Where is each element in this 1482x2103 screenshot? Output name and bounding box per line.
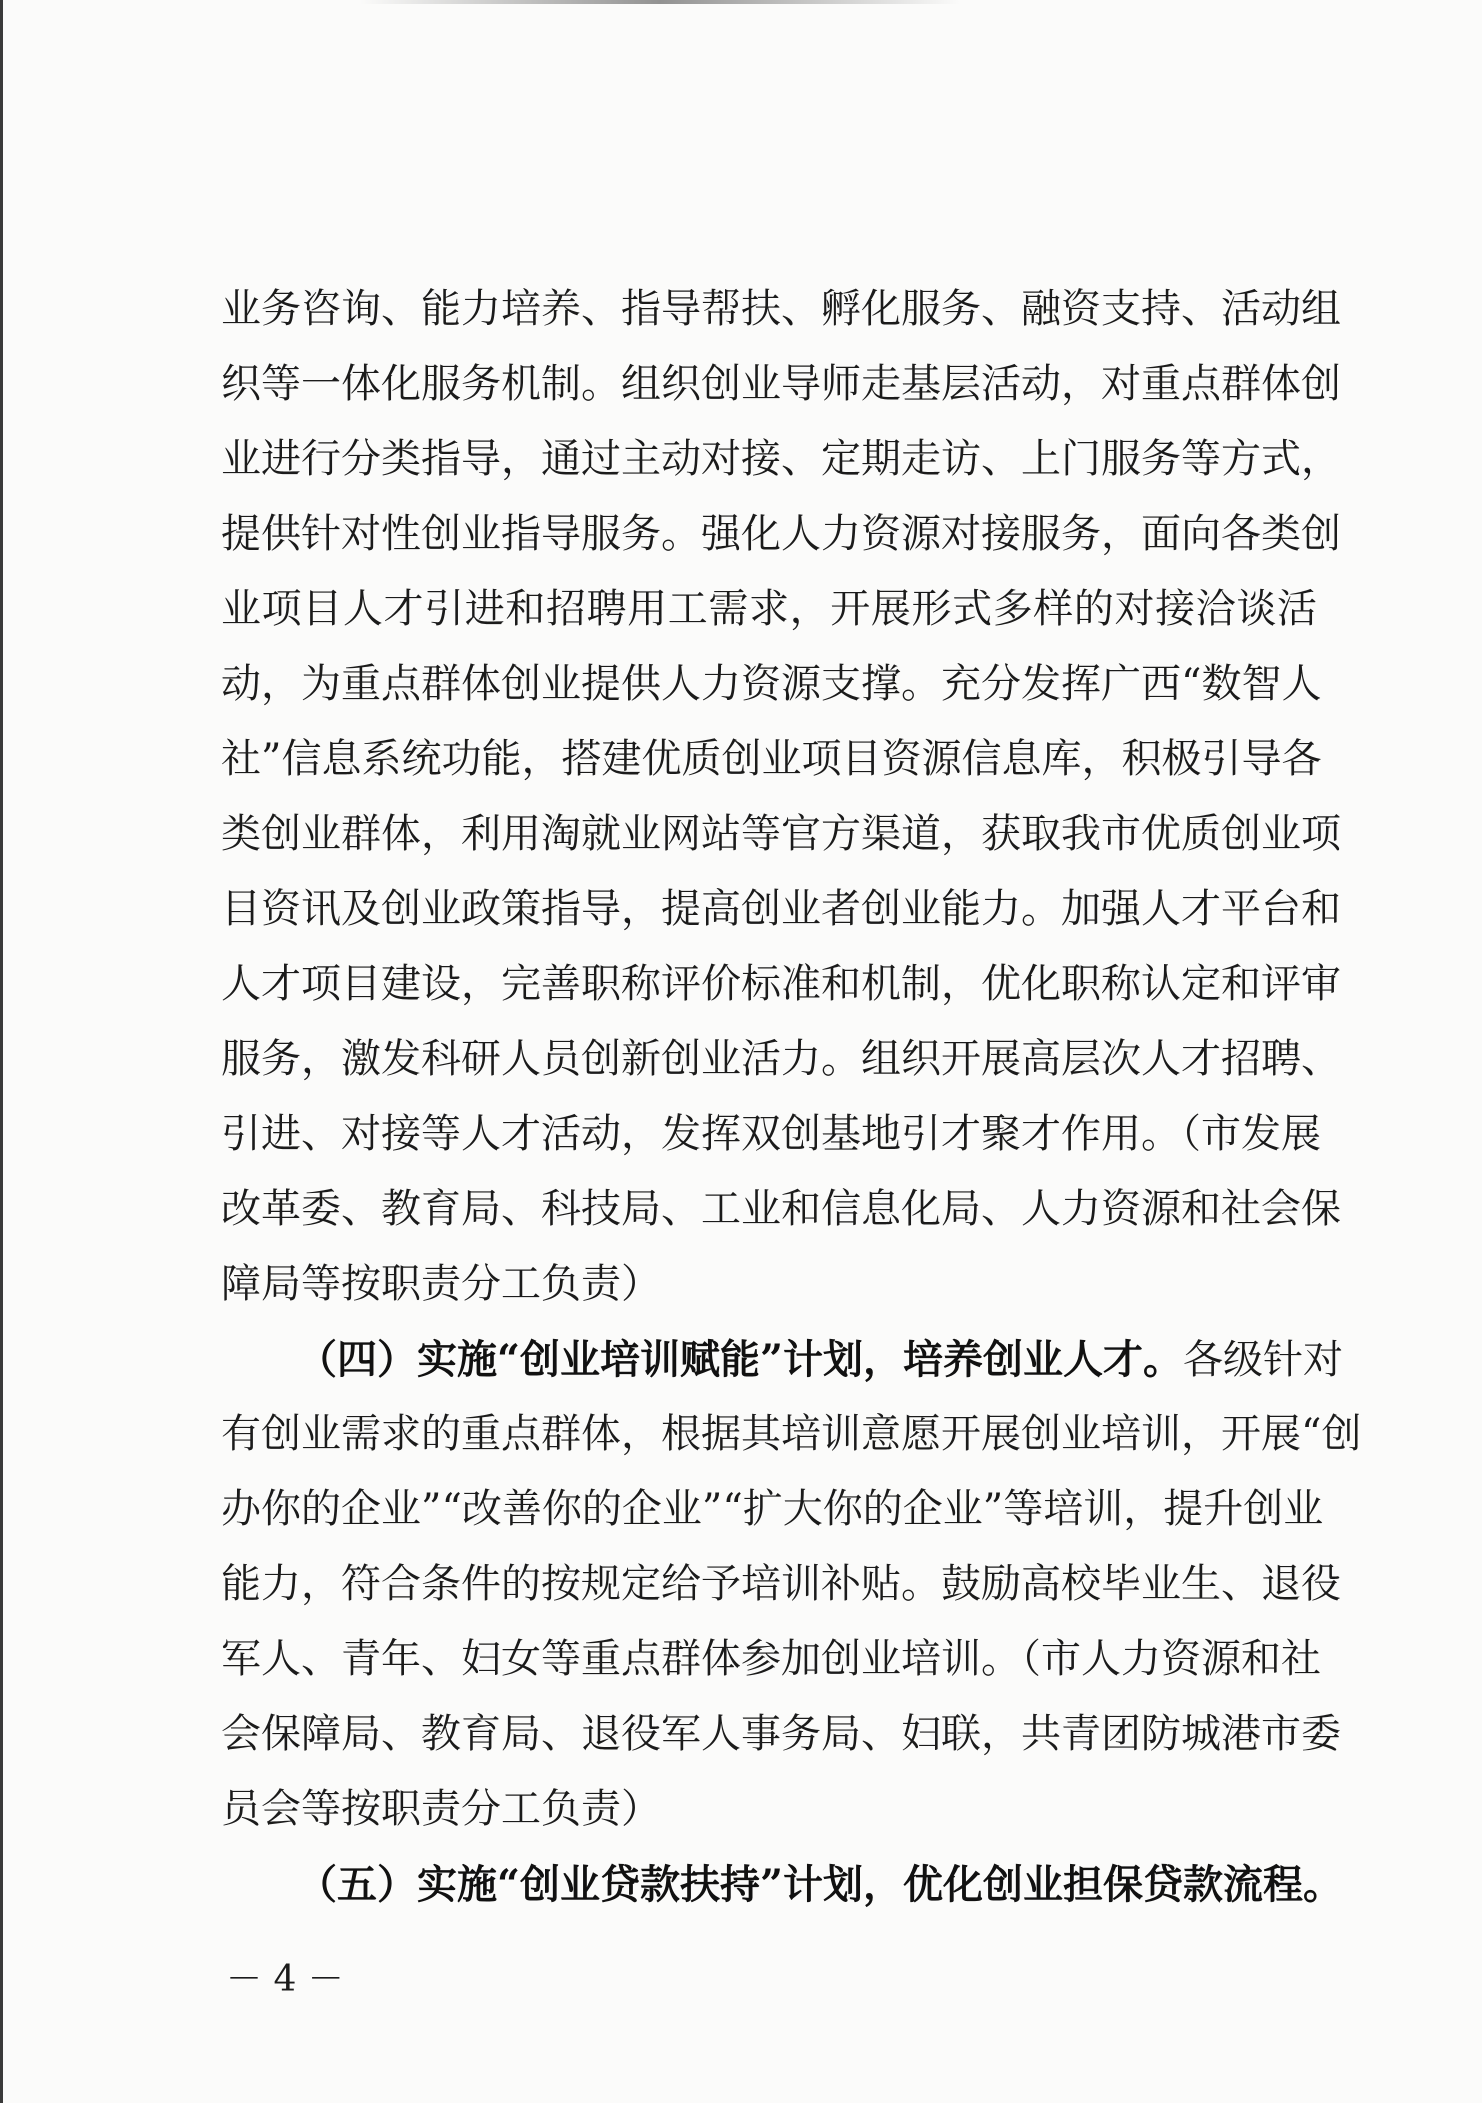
paragraph-line: 提供针对性创业指导服务。强化人力资源对接服务，面向各类创 <box>221 511 1341 557</box>
paragraph-line: 社”信息系统功能，搭建优质创业项目资源信息库，积极引导各 <box>221 736 1322 782</box>
scan-left-edge <box>0 0 3 2103</box>
paragraph-line: 引进、对接等人才活动，发挥双创基地引才聚才作用。（市发展 <box>221 1111 1321 1157</box>
section-4-heading-tail: 各级针对 <box>1183 1337 1344 1383</box>
paragraph-line: 动，为重点群体创业提供人力资源支撑。充分发挥广西“数智人 <box>221 661 1322 707</box>
body-text <box>221 272 1362 1922</box>
paragraph-line: 有创业需求的重点群体，根据其培训意愿开展创业培训，开展“创 <box>221 1411 1362 1457</box>
section-4-heading: （四）实施“创业培训赋能”计划，培养创业人才。 <box>297 1336 1184 1383</box>
paragraph-line: 会保障局、教育局、退役军人事务局、妇联，共青团防城港市委 <box>221 1711 1341 1757</box>
paragraph-line: 员会等按职责分工负责） <box>221 1786 661 1832</box>
scan-top-edge <box>360 0 960 4</box>
paragraph-line: 业进行分类指导，通过主动对接、定期走访、上门服务等方式， <box>221 436 1341 482</box>
paragraph-line: 目资讯及创业政策指导，提高创业者创业能力。加强人才平台和 <box>221 886 1341 932</box>
paragraph-line: 改革委、教育局、科技局、工业和信息化局、人力资源和社会保 <box>221 1186 1341 1232</box>
paragraph-line: 办你的企业”“改善你的企业”“扩大你的企业”等培训，提升创业 <box>221 1486 1324 1532</box>
paragraph-line: 织等一体化服务机制。组织创业导师走基层活动，对重点群体创 <box>221 361 1341 407</box>
paragraph-line: 障局等按职责分工负责） <box>221 1261 661 1307</box>
paragraph-line: 类创业群体，利用淘就业网站等官方渠道，获取我市优质创业项 <box>221 811 1341 857</box>
paragraph-line: 服务，激发科研人员创新创业活力。组织开展高层次人才招聘、 <box>221 1036 1341 1082</box>
section-5-heading: （五）实施“创业贷款扶持”计划，优化创业担保贷款流程。 <box>297 1861 1344 1908</box>
paragraph-line: 军人、青年、妇女等重点群体参加创业培训。（市人力资源和社 <box>221 1636 1321 1682</box>
section-4-first-line <box>221 1322 1344 1397</box>
paragraph-line: 业项目人才引进和招聘用工需求，开展形式多样的对接洽谈活 <box>221 586 1317 632</box>
page-number: － 4 － <box>226 1959 344 2000</box>
paragraph-line: 人才项目建设，完善职称评价标准和机制，优化职称认定和评审 <box>221 961 1341 1007</box>
paragraph-line: 业务咨询、能力培养、指导帮扶、孵化服务、融资支持、活动组 <box>221 286 1341 332</box>
paragraph-line: 能力，符合条件的按规定给予培训补贴。鼓励高校毕业生、退役 <box>221 1561 1341 1607</box>
